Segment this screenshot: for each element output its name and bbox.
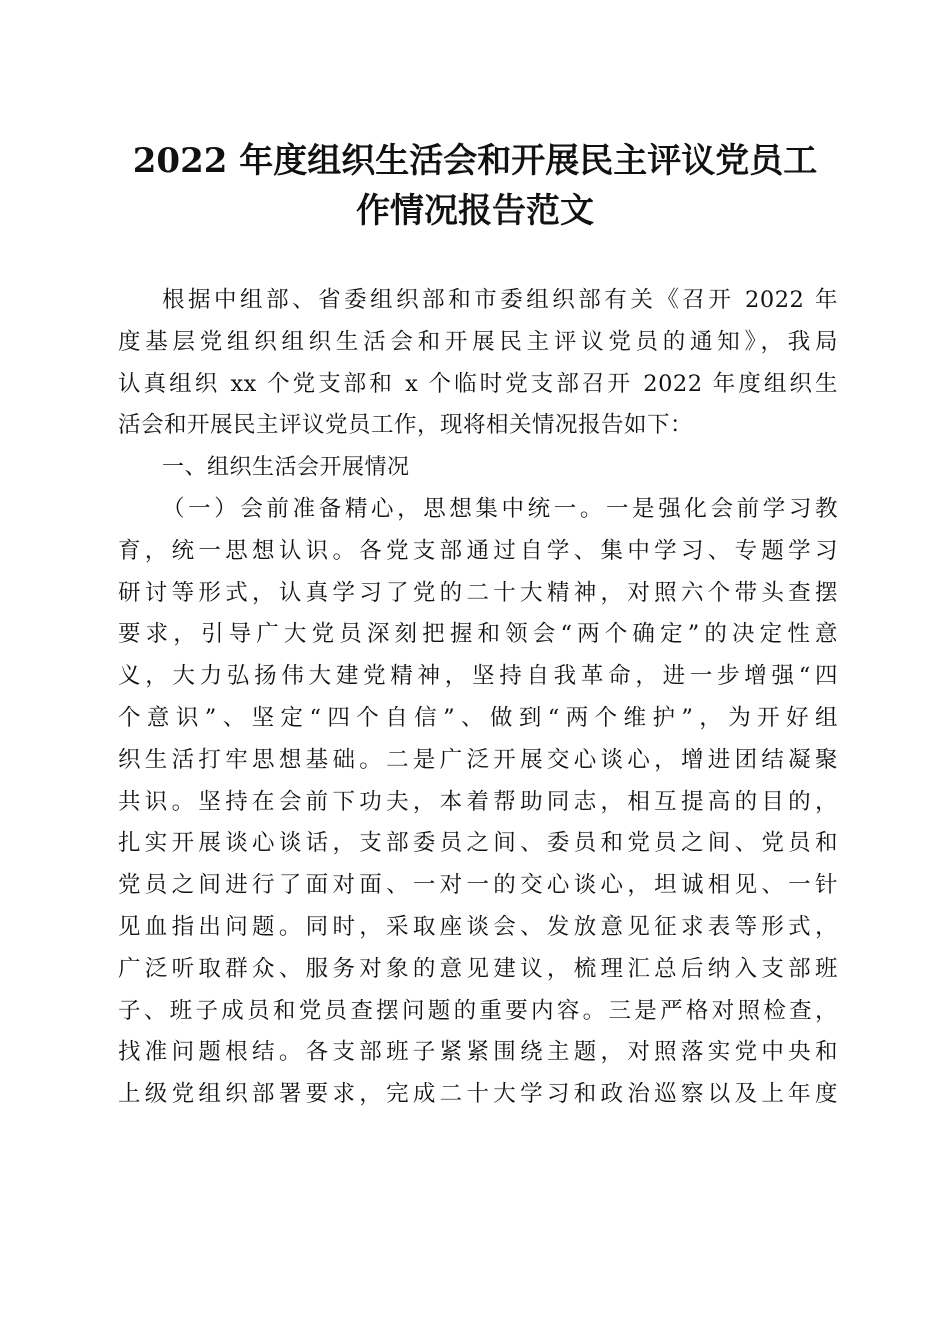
section-line-8: 共识。坚持在会前下功夫，本着帮助同志，相互提高的目的，	[118, 788, 838, 815]
title-line-1: 2022 年度组织生活会和开展民主评议党员工	[132, 141, 818, 181]
section-line-12: 广泛听取群众、服务对象的意见建议，梳理汇总后纳入支部班	[118, 955, 838, 982]
section-line-11: 见血指出问题。同时，采取座谈会、发放意见征求表等形式，	[118, 913, 838, 940]
document-title	[100, 136, 850, 236]
intro-line-1: 根据中组部、省委组织部和市委组织部有关《召开 2022 年	[162, 287, 838, 313]
section-line-10: 党员之间进行了面对面、一对一的交心谈心，坦诚相见、一针	[118, 872, 838, 899]
section-line-7: 织生活打牢思想基础。二是广泛开展交心谈心，增进团结凝聚	[118, 746, 838, 773]
section-line-4: 要求，引导广大党员深刻把握和领会“两个确定”的决定性意	[118, 621, 838, 648]
document-body	[118, 280, 838, 1116]
section-line-6: 个意识”、坚定“四个自信”、做到“两个维护”，为开好组	[118, 704, 838, 731]
intro-line-2: 度基层党组织组织生活会和开展民主评议党员的通知》，我局	[118, 328, 838, 355]
section-line-9: 扎实开展谈心谈话，支部委员之间、委员和党员之间、党员和	[118, 830, 838, 857]
section-line-5: 义，大力弘扬伟大建党精神，坚持自我革命，进一步增强“四	[118, 663, 838, 690]
section-line-3: 研讨等形式，认真学习了党的二十大精神，对照六个带头查摆	[118, 579, 838, 606]
intro-line-4: 活会和开展民主评议党员工作，现将相关情况报告如下：	[118, 412, 694, 439]
section-heading: 一、组织生活会开展情况	[162, 455, 410, 481]
section-line-2: 育，统一思想认识。各党支部通过自学、集中学习、专题学习	[118, 537, 838, 564]
section-line-1: （一）会前准备精心，思想集中统一。一是强化会前学习教	[162, 495, 838, 522]
section-line-14: 找准问题根结。各支部班子紧紧围绕主题，对照落实党中央和	[118, 1039, 838, 1066]
section-line-13: 子、班子成员和党员查摆问题的重要内容。三是严格对照检查，	[118, 997, 838, 1024]
title-line-2: 作情况报告范文	[356, 191, 594, 231]
section-line-15: 上级党组织部署要求，完成二十大学习和政治巡察以及上年度	[118, 1081, 838, 1108]
intro-line-3: 认真组织 xx 个党支部和 x 个临时党支部召开 2022 年度组织生	[118, 370, 838, 397]
